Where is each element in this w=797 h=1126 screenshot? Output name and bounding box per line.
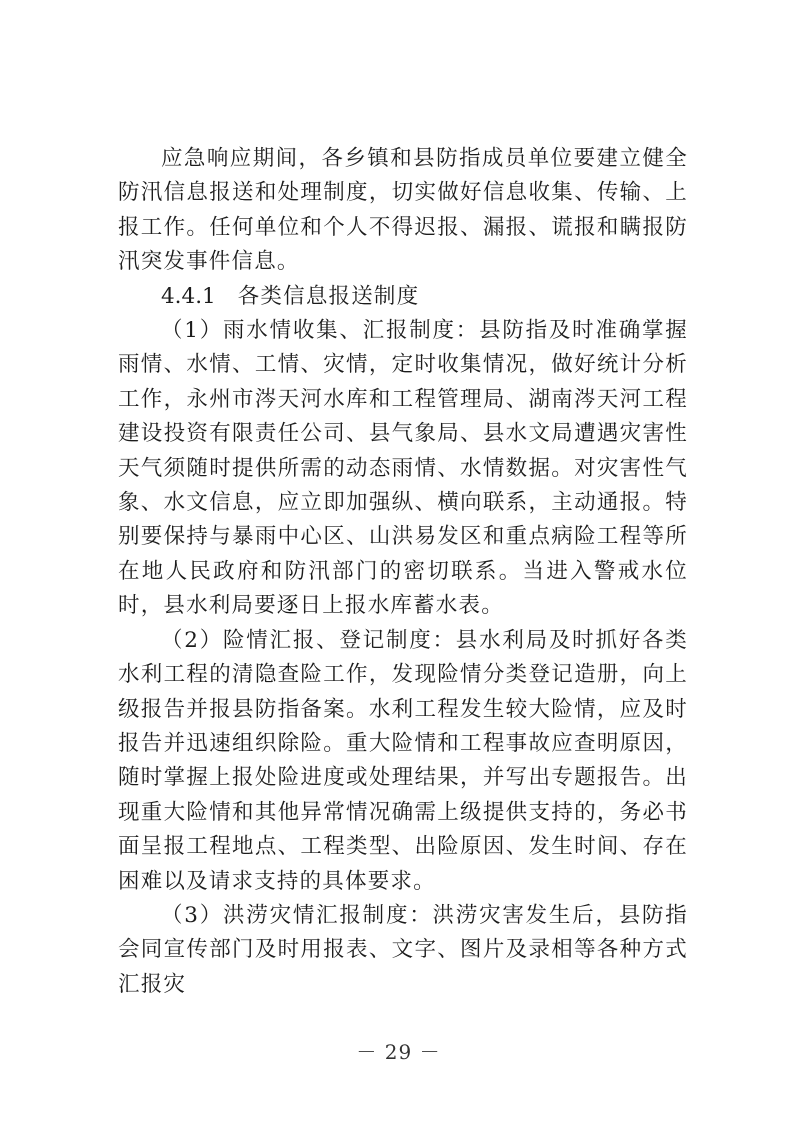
section-title: 各类信息报送制度 [237, 283, 420, 309]
page-body [118, 142, 688, 1002]
paragraph-intro: 应急响应期间，各乡镇和县防指成员单位要建立健全防汛信息报送和处理制度，切实做好信息收集、传输、上报工作。任何单位和个人不得迟报、漏报、谎报和瞒报防汛突发事件信息。 [118, 146, 688, 275]
paragraph-danger-report: （2）险情汇报、登记制度：县水利局及时抓好各类水利工程的清隐查险工作，发现险情分类登记造册，向上级报告并报县防指备案。水利工程发生较大险情，应及时报告并迅速组织除险。重大险情和工程事故应查明原因，随时掌握上报处险进度或处理结果，并写出专题报告。出现重大险情和其他异常情况确需上级提供支持的，务必书面呈报工程地点、工程类型、出险原因、发生时间、存在困难以及请求支持的具体要求。 [118, 627, 688, 894]
section-heading [118, 280, 688, 314]
section-number: 4.4.1 [161, 283, 216, 309]
paragraph-flood-disaster: （3）洪涝灾情汇报制度：洪涝灾害发生后，县防指会同宣传部门及时用报表、文字、图片及录相等各种方式汇报灾 [118, 902, 688, 997]
paragraph-rain-water: （1）雨水情收集、汇报制度：县防指及时准确掌握雨情、水情、工情、灾情，定时收集情况，做好统计分析工作，永州市涔天河水库和工程管理局、湖南涔天河工程建设投资有限责任公司、县气象局、县水文局遭遇灾害性天气须随时提供所需的动态雨情、水情数据。对灾害性气象、水文信息，应立即加强纵、横向联系，主动通报。特别要保持与暴雨中心区、山洪易发区和重点病险工程等所在地人民政府和防汛部门的密切联系。当进入警戒水位时，县水利局要逐日上报水库蓄水表。 [118, 318, 688, 619]
page-number: － 29 － [356, 1040, 441, 1064]
